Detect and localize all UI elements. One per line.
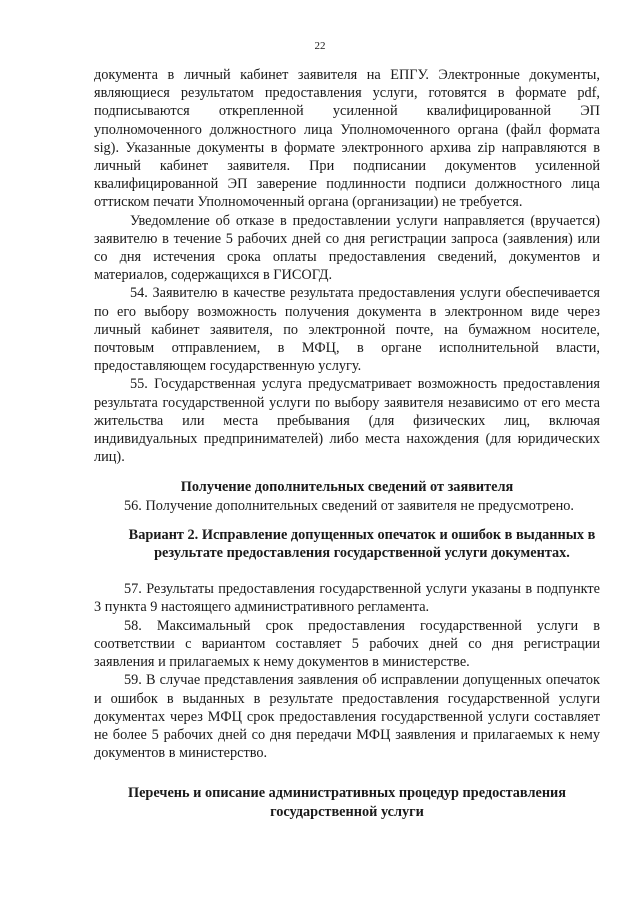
heading-variant-2: Вариант 2. Исправление допущенных опечаток и ошибок в выданных в результате предоставления государственной услуги документах.: [128, 526, 596, 562]
paragraph-refusal-notice: Уведомление об отказе в предоставлении услуги направляется (вручается) заявителю в течение 5 рабочих дней со дня регистрации запроса (заявления) или со дня истечения срока оплаты предоставления сведений, документов и материалов, содержащихся в ГИСОГД.: [94, 212, 600, 284]
paragraph-56: 56. Получение дополнительных сведений от заявителя не предусмотрено.: [124, 497, 575, 514]
page-number: 22: [314, 40, 326, 52]
paragraph-55: 55. Государственная услуга предусматривает возможность предоставления результата государственной услуги по выбору заявителя независимо от его места жительства или места пребывания (для физических лиц, включая индивидуальных предпринимателей) либо места нахождения (для юридических лиц).: [94, 376, 600, 466]
document-body: [94, 66, 600, 821]
paragraph-epgu-documents: документа в личный кабинет заявителя на ЕПГУ. Электронные документы, являющиеся результатом предоставления услуги, готовятся в формате pdf, подписываются открепленной усиленной квалифицированной ЭП уполномоченного должностного лица Уполномоченного органа (файл формата sig). Указанные документы в формате электронного архива zip направляются в личный кабинет заявителя. При подписании документов усиленной квалифицированной ЭП заверение подлинности подписи должностного лица оттиском печати Уполномоченный органа (организации) не требуется.: [94, 67, 600, 211]
paragraph-54: 54. Заявителю в качестве результата предоставления услуги обеспечивается по его выбору возможность получения документа в электронном виде через личный кабинет заявителя, по электронной почте, на бумажном носителе, почтовым отправлением, в МФЦ, в органе исполнительной власти, предоставляющем государственную услугу.: [94, 285, 600, 375]
paragraph-59: 59. В случае представления заявления об исправлении допущенных опечаток и ошибок в выданных в результате предоставления государственной услуги документах через МФЦ срок предоставления государственной услуги составляет не более 5 рабочих дней со дня передачи МФЦ заявления и прилагаемых к нему документов в министерство.: [94, 672, 600, 762]
heading-admin-procedures: Перечень и описание административных процедур предоставления государственной услуги: [127, 785, 567, 820]
heading-additional-info: Получение дополнительных сведений от заявителя: [180, 479, 514, 496]
paragraph-58: 58. Максимальный срок предоставления государственной услуги в соответствии с вариантом составляет 5 рабочих дней со дня регистрации заявления и прилагаемых к нему документов в министерстве.: [94, 617, 600, 671]
paragraph-57: 57. Результаты предоставления государственной услуги указаны в подпункте 3 пункта 9 настоящего административного регламента.: [94, 581, 600, 616]
